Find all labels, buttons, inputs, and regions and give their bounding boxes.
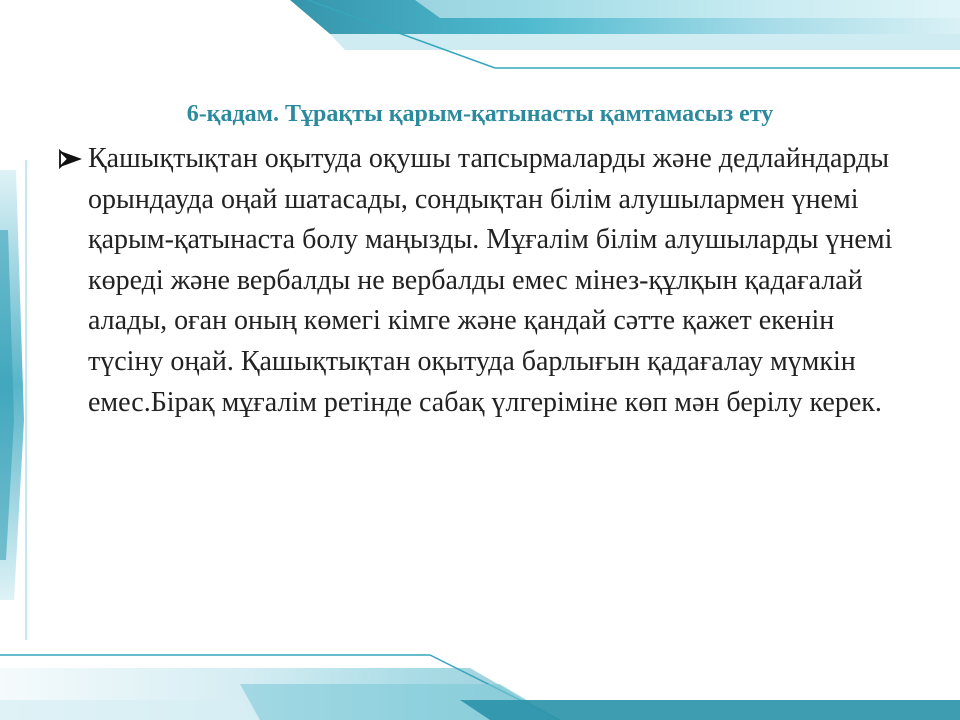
top-decoration-band xyxy=(290,0,960,68)
left-decoration-band xyxy=(0,160,26,640)
bullet-text: Қашықтықтан оқытуда оқушы тапсырмаларды және дедлайндарды орындауда оңай шатасады, сондықтан білім алушылармен үнемі қарым-қатынаста болу маңызды. Мұғалім білім алушыларды үнемі көреді және вербалды не вербалды емес мінез-құлқын қадағалай алады, оған оның көмегі кімге және қандай сәтте қажет екенін түсіну оңай. Қашықтықтан оқытуда барлығын қадағалау мүмкін емес.Бірақ мұғалім ретінде сабақ үлгеріміне көп мән берілу керек. xyxy=(88,143,893,418)
arrow-bullet-icon xyxy=(58,149,84,169)
bottom-decoration-band xyxy=(0,655,960,720)
bullet-item xyxy=(58,139,903,423)
slide-title: 6-қадам. Тұрақты қарым-қатынасты қамтамасыз ету xyxy=(186,101,774,127)
